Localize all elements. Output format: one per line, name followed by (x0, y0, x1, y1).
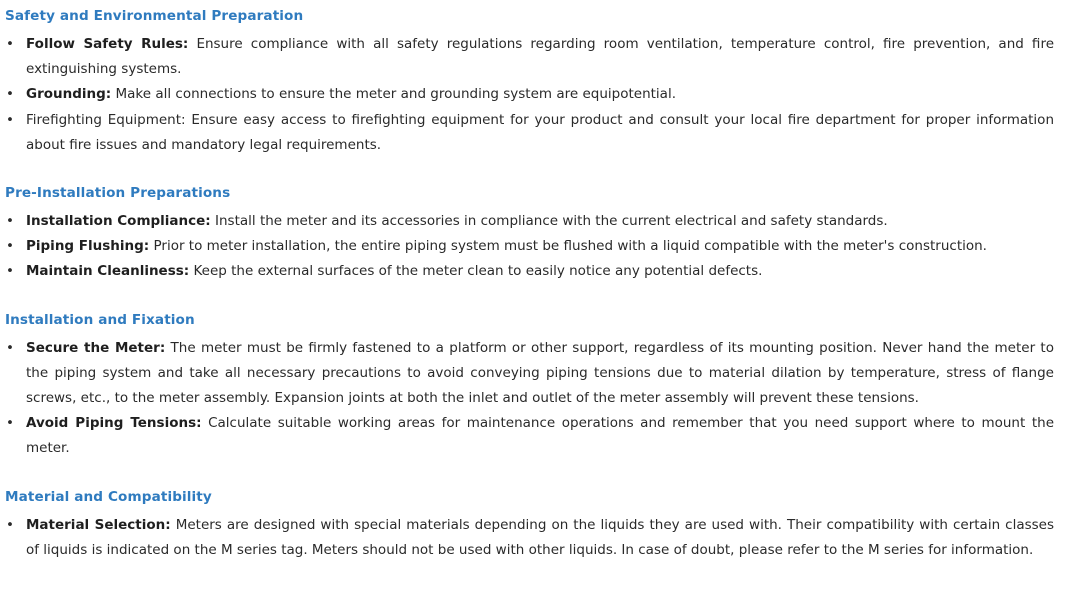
section-safety-environmental (5, 6, 1054, 158)
bullet-list (5, 32, 1054, 158)
bullet-icon: • (6, 263, 14, 280)
bullet-icon: • (6, 111, 14, 128)
item-term: Installation Compliance: (26, 213, 211, 230)
item-term: Avoid Piping Tensions: (26, 415, 202, 432)
bullet-icon: • (6, 516, 14, 533)
list-item (5, 513, 1054, 563)
section-pre-installation (5, 183, 1054, 285)
bullet-list (5, 336, 1054, 462)
list-item (5, 82, 1054, 107)
item-text: Keep the external surfaces of the meter clean to easily notice any potential defects. (193, 263, 763, 280)
item-term: Secure the Meter: (26, 339, 166, 356)
item-term: Material Selection: (26, 516, 171, 533)
item-text: Calculate suitable working areas for maintenance operations and remember that you need support where to mount the meter. (26, 415, 1054, 457)
bullet-icon: • (6, 86, 14, 103)
item-text: Install the meter and its accessories in compliance with the current electrical and safety standards. (215, 213, 888, 230)
section-heading: Material and Compatibility (5, 488, 212, 505)
bullet-icon: • (6, 238, 14, 255)
bullet-icon: • (6, 415, 14, 432)
item-term: Piping Flushing: (26, 238, 150, 255)
item-term: Follow Safety Rules: (26, 36, 189, 52)
item-text: Ensure compliance with all safety regulations regarding room ventilation, temperature control, fire prevention, and fire extinguishing systems. (26, 36, 1054, 78)
list-item (5, 209, 1054, 234)
bullet-icon: • (6, 36, 14, 52)
bullet-icon: • (6, 339, 14, 356)
section-installation-fixation (5, 310, 1054, 462)
item-text: Firefighting Equipment: Ensure easy access to firefighting equipment for your product and consult your local fire department for proper information about fire issues and mandatory legal requirements. (26, 111, 1054, 153)
list-item (5, 336, 1054, 412)
item-text: The meter must be firmly fastened to a platform or other support, regardless of its mounting position. Never hand the meter to the piping system and take all necessary precautions to avoid conveying piping tensions due to material dilation by temperature, stress of flange screws, etc., to the meter assembly. Expansion joints at both the inlet and outlet of the meter assembly will prevent these tensions. (26, 339, 1054, 407)
list-item (5, 259, 1054, 284)
item-text: Meters are designed with special materials depending on the liquids they are used with. Their compatibility with certain classes of liquids is indicated on the M series tag. Meters should not be used with other liquids. In case of doubt, please refer to the M series for information. (26, 516, 1055, 558)
list-item (5, 234, 1054, 259)
bullet-icon: • (6, 213, 14, 230)
section-material-compatibility (5, 487, 1054, 563)
item-text: Make all connections to ensure the meter and grounding system are equipotential. (115, 86, 676, 103)
section-heading: Installation and Fixation (5, 311, 195, 328)
list-item (5, 411, 1054, 461)
bullet-list (5, 209, 1054, 285)
item-text: Prior to meter installation, the entire piping system must be flushed with a liquid compatible with the meter's construction. (153, 238, 987, 255)
section-heading: Pre-Installation Preparations (5, 185, 231, 202)
list-item (5, 32, 1054, 82)
bullet-list (5, 513, 1054, 563)
list-item (5, 108, 1054, 158)
item-term: Maintain Cleanliness: (26, 263, 190, 280)
section-heading: Safety and Environmental Preparation (5, 8, 304, 24)
item-term: Grounding: (26, 86, 112, 103)
